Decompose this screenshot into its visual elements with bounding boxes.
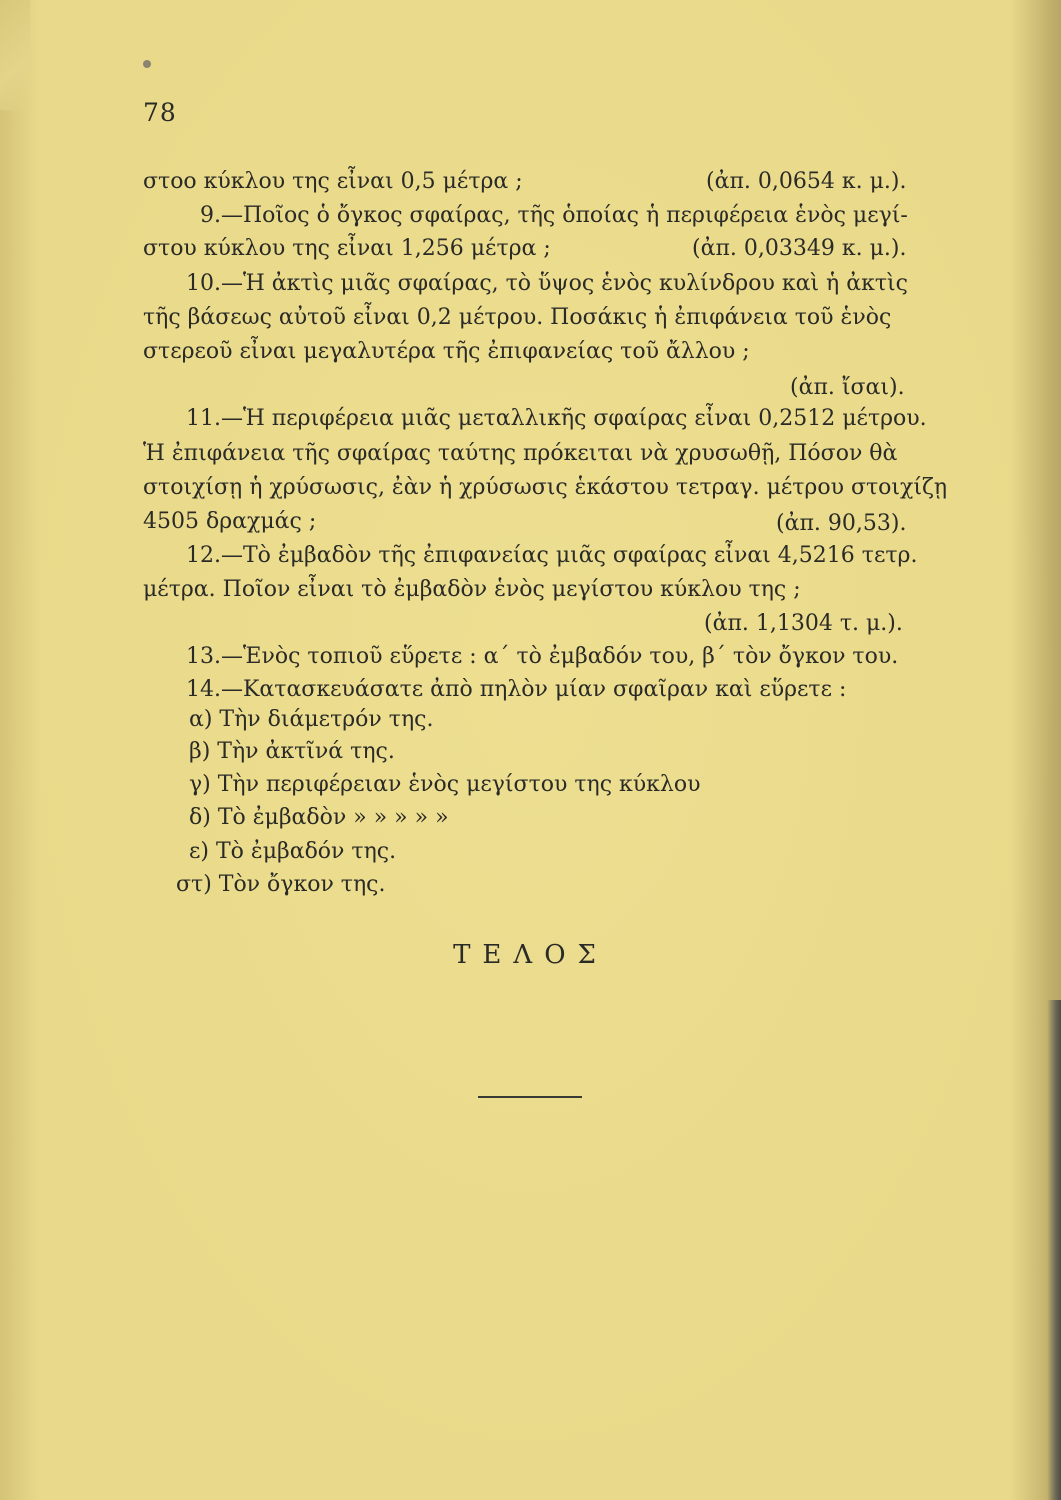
- page-fold-corner: [0, 0, 30, 110]
- answer-line-11: (ἀπ. 90,53).: [776, 511, 907, 536]
- text-line-11: 4505 δραχμάς ;: [143, 509, 317, 534]
- ink-dot: [143, 60, 151, 68]
- text-line-8: 11.—Ἡ περιφέρεια μιᾶς μεταλλικῆς σφαίρας εἶναι 0,2512 μέτρου.: [186, 406, 927, 431]
- text-line-18: β) Τὴν ἀκτῖνά της.: [189, 739, 395, 764]
- end-title: ΤΕΛΟΣ: [453, 940, 608, 970]
- text-line-16: 14.—Κατασκευάσατε ἀπὸ πηλὸν μίαν σφαῖραν καὶ εὕρετε :: [186, 677, 847, 702]
- text-line-3: στου κύκλου της εἶναι 1,256 μέτρα ;: [143, 236, 551, 261]
- text-line-2: 9.—Ποῖος ὁ ὄγκος σφαίρας, τῆς ὁποίας ἡ περιφέρεια ἑνὸς μεγί-: [200, 203, 908, 228]
- text-line-20: δ) Τὸ ἐμβαδὸν » » » » »: [189, 805, 449, 830]
- text-line-13: μέτρα. Ποῖον εἶναι τὸ ἐμβαδὸν ἑνὸς μεγίστου κύκλου της ;: [143, 577, 801, 602]
- text-line-4: 10.—Ἡ ἀκτὶς μιᾶς σφαίρας, τὸ ὕψος ἑνὸς κυλίνδρου καὶ ἡ ἀκτὶς: [186, 271, 908, 296]
- end-rule: [478, 1096, 582, 1098]
- text-line-19: γ) Τὴν περιφέρειαν ἑνὸς μεγίστου της κύκλου: [189, 772, 701, 797]
- text-line-5: τῆς βάσεως αὐτοῦ εἶναι 0,2 μέτρου. Ποσάκις ἡ ἐπιφάνεια τοῦ ἑνὸς: [143, 305, 892, 330]
- page-number: 78: [143, 98, 177, 127]
- answer-line-1: (ἀπ. 0,0654 κ. μ.).: [706, 169, 907, 194]
- answer-line-3: (ἀπ. 0,03349 κ. μ.).: [692, 236, 907, 261]
- text-line-12: 12.—Τὸ ἐμβαδὸν τῆς ἐπιφανείας μιᾶς σφαίρας εἶναι 4,5216 τετρ.: [186, 543, 918, 568]
- text-line-9: Ἡ ἐπιφάνεια τῆς σφαίρας ταύτης πρόκειται νὰ χρυσωθῇ, Πόσον θὰ: [143, 441, 898, 466]
- text-line-22: στ) Τὸν ὄγκον της.: [176, 872, 386, 897]
- answer-line-7: (ἀπ. ἴσαι).: [790, 375, 905, 400]
- page-edge-shadow: [1047, 1000, 1061, 1500]
- text-line-15: 13.—Ἑνὸς τοπιοῦ εὕρετε : α΄ τὸ ἐμβαδόν του, β΄ τὸν ὄγκον του.: [186, 644, 899, 669]
- text-line-10: στοιχίσῃ ἡ χρύσωσις, ἐὰν ἡ χρύσωσις ἑκάστου τετραγ. μέτρου στοιχίζῃ: [143, 475, 948, 500]
- text-line-1: στοο κύκλου της εἶναι 0,5 μέτρα ;: [143, 169, 523, 194]
- answer-line-14: (ἀπ. 1,1304 τ. μ.).: [704, 611, 903, 636]
- text-line-6: στερεοῦ εἶναι μεγαλυτέρα τῆς ἐπιφανείας τοῦ ἄλλου ;: [143, 339, 750, 364]
- text-line-21: ε) Τὸ ἐμβαδόν της.: [189, 839, 397, 864]
- text-line-17: α) Τὴν διάμετρόν της.: [189, 707, 434, 732]
